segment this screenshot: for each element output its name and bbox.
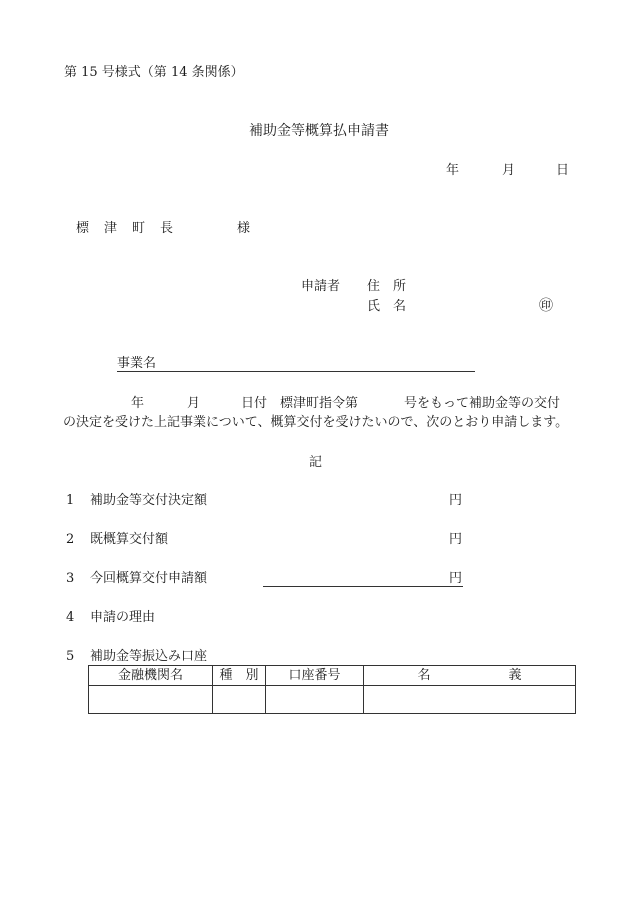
header-account-holder: 名 義 [364, 666, 576, 686]
body-month: 月 [187, 396, 201, 411]
amount-underline [263, 586, 463, 587]
name-label: 氏 名 [367, 299, 407, 314]
body-line2: の決定を受けた上記事業について、概算交付を受けたいので、次のとおり申請します。 [63, 415, 569, 430]
date-day: 日 [556, 163, 570, 178]
header-account-number: 口座番号 [266, 666, 364, 686]
document-title: 補助金等概算払申請書 [249, 123, 389, 139]
item-label: 今回概算交付申請額 [90, 571, 208, 586]
item-number: 4 [66, 610, 75, 625]
item-label: 補助金等振込み口座 [90, 649, 208, 664]
address-label: 住 所 [367, 279, 407, 294]
addressee-honorific: 様 [237, 221, 251, 236]
table-row [89, 686, 576, 714]
form-number: 第 15 号様式（第 14 条関係） [64, 65, 244, 80]
item-number: 3 [66, 571, 75, 586]
project-name-label: 事業名 [117, 356, 157, 371]
body-year: 年 [131, 396, 145, 411]
item-label: 既概算交付額 [90, 532, 169, 547]
cell-account-holder [364, 686, 576, 714]
item-label: 補助金等交付決定額 [90, 493, 208, 508]
applicant-label: 申請者 [301, 279, 341, 294]
addressee-name: 標 津 町 長 [76, 221, 175, 236]
yen-unit: 円 [449, 571, 463, 586]
cell-bank-name [89, 686, 213, 714]
item-number: 1 [66, 493, 75, 508]
body-line1-rest: 号をもって補助金等の交付 [404, 396, 561, 411]
seal-mark: ㊞ [539, 298, 553, 314]
bank-account-table [88, 665, 576, 714]
header-bank-name: 金融機関名 [89, 666, 213, 686]
project-name-underline [117, 371, 475, 372]
body-day-directive: 日付 標津町指令第 [241, 396, 359, 411]
date-year: 年 [446, 163, 460, 178]
item-number: 2 [66, 532, 75, 547]
cell-account-type [213, 686, 266, 714]
yen-unit: 円 [449, 532, 463, 547]
yen-unit: 円 [449, 493, 463, 508]
date-month: 月 [502, 163, 516, 178]
ki-heading: 記 [309, 455, 323, 470]
table-header-row [89, 666, 576, 686]
cell-account-number [266, 686, 364, 714]
header-account-type: 種 別 [213, 666, 266, 686]
item-label: 申請の理由 [90, 610, 156, 625]
item-number: 5 [66, 649, 75, 664]
